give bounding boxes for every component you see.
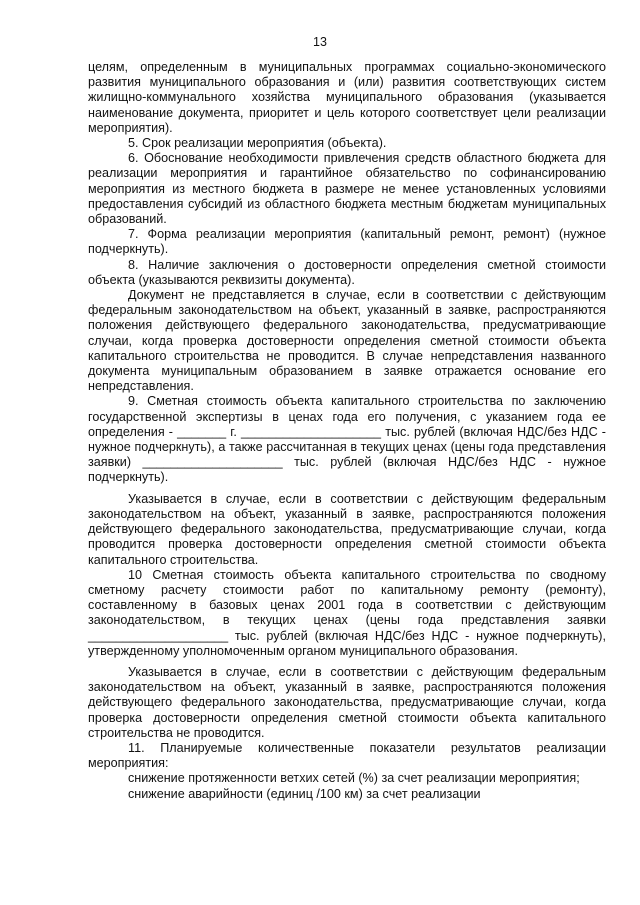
paragraph-item-6: 6. Обоснование необходимости привлечения средств областного бюджета для реализации мероприятия и гарантийное обязательство по софинансированию мероприятия из местного бюджета в размере не менее установленных условиями предоставления субсидий из областного бюджета местным бюджетам муниципальных образований. bbox=[88, 151, 606, 227]
indicator-accident-rate: снижение аварийности (единиц /100 км) за счет реализации bbox=[128, 786, 481, 801]
paragraph-item-7: 7. Форма реализации мероприятия (капитальный ремонт, ремонт) (нужное подчеркнуть). bbox=[88, 227, 606, 257]
paragraph-continuation: целям, определенным в муниципальных программах социально-экономического развития муниципального образования и (или) развития соответствующих систем жилищно-коммунального хозяйства муниципального образования (указывается наименование документа, приоритет и цель которого соответствует цели реализации мероприятия). bbox=[88, 60, 606, 135]
paragraph-item-5: 5. Срок реализации мероприятия (объекта). bbox=[128, 136, 387, 151]
paragraph-note-9: Указывается в случае, если в соответствии с действующим федеральным законодательством на объект, указанный в заявке, распространяются положения действующего федерального законодательства, предусматривающие случаи, когда проводится проверка достоверности определения сметной стоимости объекта капитального строительства. bbox=[88, 491, 606, 567]
paragraph-item-9: 9. Сметная стоимость объекта капитального строительства по заключению государственной экспертизы в ценах года его получения, с указанием года ее определения - _______ г. ____________________ тыс. рублей (включая НДС/без НДС - нужное подчеркнуть), а также рассчитанная в текущих ценах (цены года представления заявки) ____________________ тыс. рублей (включая НДС/без НДС - нужное подчеркнуть). bbox=[88, 394, 606, 485]
paragraph-item-8: 8. Наличие заключения о достоверности определения сметной стоимости объекта (указываются реквизиты документа). bbox=[88, 257, 606, 287]
indicator-network-wear: снижение протяженности ветхих сетей (%) за счет реализации мероприятия; bbox=[128, 771, 580, 786]
document-body bbox=[88, 60, 606, 802]
paragraph-item-11: 11. Планируемые количественные показатели результатов реализации мероприятия: bbox=[88, 740, 606, 771]
paragraph-item-10: 10 Сметная стоимость объекта капитального строительства по сводному сметному расчету стоимости работ по капитальному ремонту (ремонту), составленному в базовых ценах 2001 года в соответствии с действующим законодательством, в текущих ценах (цены года представления заявки ____________________ тыс. рублей (включая НДС/без НДС - нужное подчеркнуть), утвержденному уполномоченным органом муниципального образования. bbox=[88, 567, 606, 658]
paragraph-note-10: Указывается в случае, если в соответствии с действующим федеральным законодательством на объект, указанный в заявке, распространяются положения действующего федерального законодательства, предусматривающие случаи, когда проверка достоверности определения сметной стоимости объекта капитального строительства не проводится. bbox=[88, 664, 606, 740]
paragraph-note-8: Документ не представляется в случае, если в соответствии с действующим федеральным законодательством на объект, указанный в заявке, распространяются положения действующего федерального законодательства, предусматривающие случаи, когда проверка достоверности определения сметной стоимости объекта капитального строительства не проводится. В случае непредставления названного документа муниципальным образованием в заявке отражается основание его непредставления. bbox=[88, 288, 606, 394]
page-number: 13 bbox=[313, 35, 327, 49]
